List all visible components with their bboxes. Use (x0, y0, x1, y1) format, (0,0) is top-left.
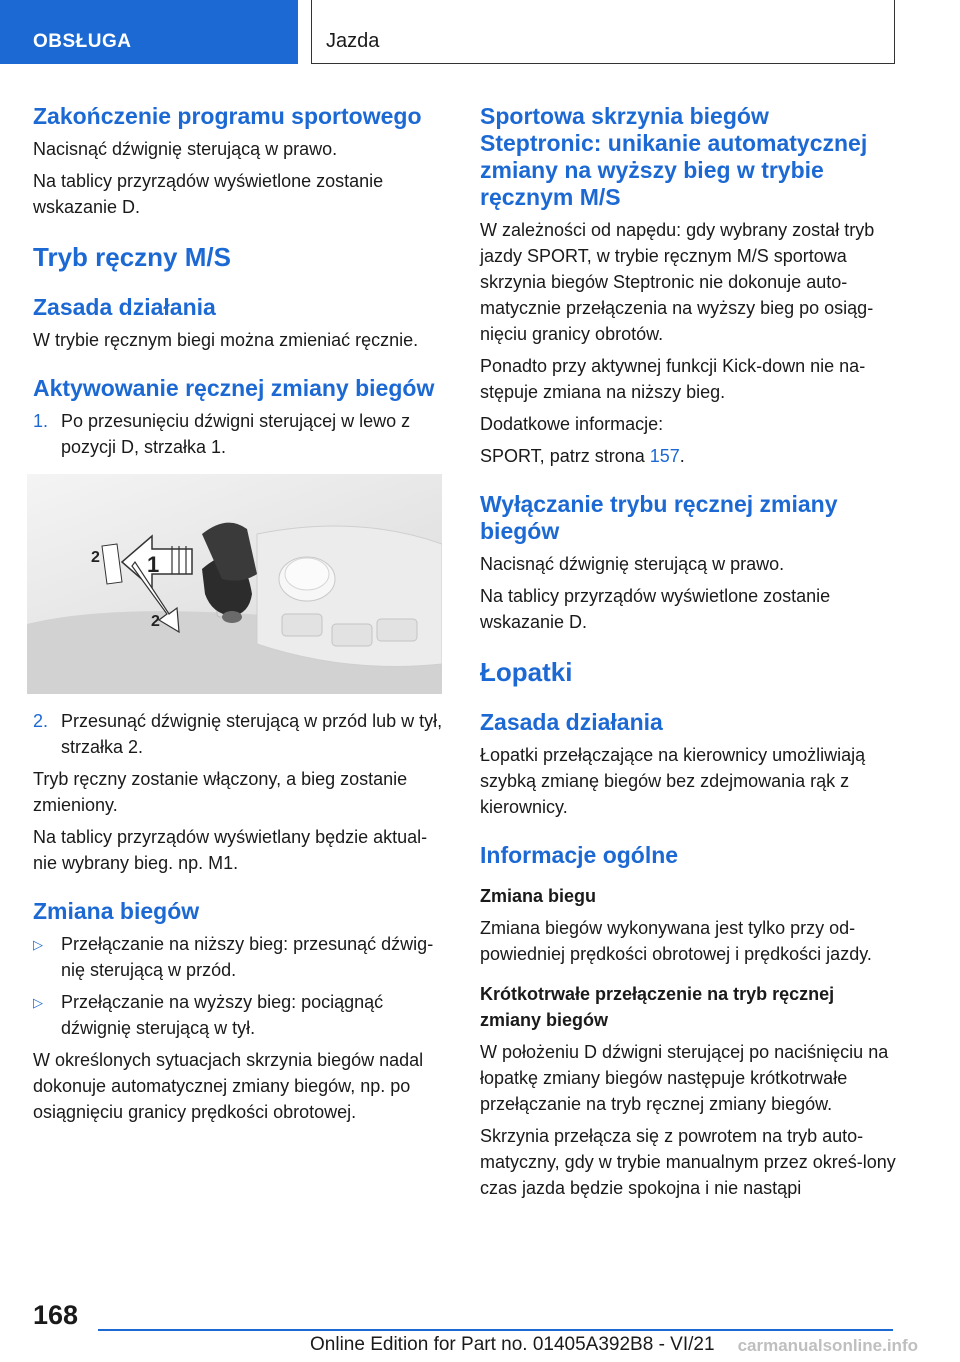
paragraph: W określonych sytuacjach skrzynia biegów nadal dokonuje automatycznej zmiany biegów, np. po osiągnięciu granicy prędkości obrotowej. (33, 1050, 424, 1122)
paragraph: Łopatki przełączające na kierownicy umożliwiają szybką zmianę biegów bez zdejmowania rąk z kierownicy. (480, 745, 866, 817)
header-section-title: Jazda (326, 30, 380, 52)
arrow-label-2-bottom: 2 (151, 613, 160, 630)
heading-principle: Zasada działania (480, 709, 663, 735)
left-column (33, 103, 443, 1125)
subheading-gear-change: Zmiana biegu (480, 886, 597, 906)
paragraph: Nacisnąć dźwignię sterującą w prawo. (480, 554, 785, 574)
step-text: Przesunąć dźwignię sterującą w przód lub w tył, strzałka 2. (61, 711, 443, 757)
footer-edition: Online Edition for Part no. 01405A392B8 - VI/21 (310, 1334, 715, 1355)
subheading-short-manual: Krótkotrwałe przełączenie na tryb ręcznej zmiany biegów (480, 984, 835, 1030)
gear-selector-illustration (27, 474, 442, 694)
arrow-label-2-top: 2 (91, 549, 100, 566)
heading-general-info: Informacje ogólne (480, 842, 679, 868)
paragraph: Na tablicy przyrządów wyświetlany będzie aktual-nie wybrany bieg. np. M1. (33, 827, 428, 873)
triangle-bullet-icon: ▷ (33, 937, 43, 952)
heading-principle: Zasada działania (33, 294, 216, 320)
page-number: 168 (33, 1300, 79, 1330)
heading-manual-mode: Tryb ręczny M/S (33, 242, 231, 272)
heading-steptronic: Sportowa skrzynia biegów Steptronic: unikanie automatycznej zmiany na wyższy bieg w trybie ręcznym M/S (480, 103, 868, 210)
paragraph: Zmiana biegów wykonywana jest tylko przy od-powiedniej prędkości obrotowej i prędkości jazdy. (480, 918, 872, 964)
paragraph: W zależności od napędu: gdy wybrany został tryb jazdy SPORT, w trybie ręcznym M/S sportowa skrzynia biegów Steptronic nie dokonuje auto-matycznie przełączenia na wyższy bieg po osiąg-nięciu granicy obrotów. (480, 220, 875, 344)
paragraph: Tryb ręczny zostanie włączony, a bieg zostanie zmieniony. (33, 769, 408, 815)
gear-selector-figure (27, 474, 442, 694)
heading-paddles: Łopatki (480, 657, 573, 687)
paragraph: Ponadto przy aktywnej funkcji Kick-down nie na-stępuje zmiana na niższy bieg. (480, 356, 866, 402)
paragraph: Nacisnąć dźwignię sterującą w prawo. (33, 139, 338, 159)
arrow-label-1: 1 (147, 552, 160, 577)
step-text: Po przesunięciu dźwigni sterującej w lewo z pozycji D, strzałka 1. (61, 411, 411, 457)
heading-end-sport-program: Zakończenie programu sportowego (33, 103, 422, 129)
heading-activate-manual: Aktywowanie ręcznej zmiany biegów (33, 375, 435, 401)
numbered-step (33, 408, 443, 460)
paragraph: Skrzynia przełącza się z powrotem na tryb auto-matyczny, gdy w trybie manualnym przez okreś-lony czas jazda będzie spokojna i nie nastąpi (480, 1126, 896, 1198)
paragraph: Dodatkowe informacje: (480, 414, 664, 434)
heading-disable-manual: Wyłączanie trybu ręcznej zmiany biegów (480, 491, 838, 544)
right-column (480, 103, 896, 1201)
watermark: carmanualsonline.info (737, 1336, 918, 1355)
paragraph: W położeniu D dźwigni sterującej po naciśnięciu na łopatkę zmiany biegów następuje krótkotrwałe przełączanie na tryb ręcznej zmiany biegów. (480, 1042, 889, 1114)
header-tab-label: OBSŁUGA (33, 31, 132, 52)
numbered-step (33, 708, 443, 760)
list-item (33, 931, 443, 983)
header-chapter-box (311, 0, 895, 64)
reference-text: SPORT, patrz strona (480, 446, 650, 466)
step-number: 2. (33, 711, 49, 731)
paragraph-page-reference (480, 443, 896, 469)
paragraph: Na tablicy przyrządów wyświetlone zostanie wskazanie D. (33, 171, 384, 217)
header-section-tab (0, 0, 298, 64)
reference-suffix: . (679, 446, 685, 466)
paragraph: W trybie ręcznym biegi można zmieniać ręcznie. (33, 330, 419, 350)
page-link[interactable]: 157 (649, 446, 680, 466)
list-item-text: Przełączanie na niższy bieg: przesunąć dźwig-nię sterującą w przód. (61, 934, 434, 980)
list-item-text: Przełączanie na wyższy bieg: pociągnąć dźwignię sterującą w tył. (61, 992, 384, 1038)
paragraph: Na tablicy przyrządów wyświetlone zostanie wskazanie D. (480, 586, 831, 632)
heading-gear-change: Zmiana biegów (33, 898, 200, 924)
footer-divider (98, 1329, 893, 1331)
triangle-bullet-icon: ▷ (33, 995, 43, 1010)
step-number: 1. (33, 411, 49, 431)
list-item (33, 989, 443, 1041)
